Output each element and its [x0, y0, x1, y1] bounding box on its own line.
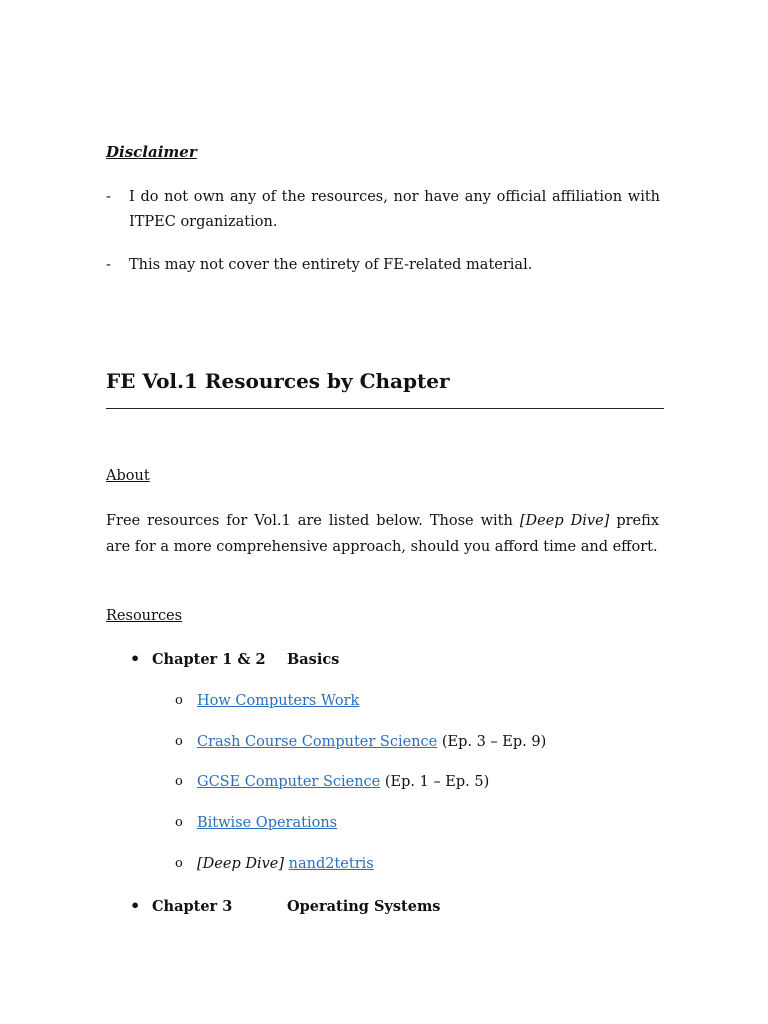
bullet-marker: • [130, 649, 141, 668]
disclaimer-item [106, 253, 660, 278]
resource-item-body [197, 856, 374, 872]
about-text-before: Free resources for Vol.1 are listed below. Those with [106, 513, 520, 529]
dash-marker: - [106, 189, 111, 205]
bullet-marker: • [130, 896, 141, 915]
about-text-italic: [Deep Dive] [519, 513, 610, 529]
chapter-number: Chapter 3 [152, 898, 233, 915]
resource-link[interactable]: nand2tetris [288, 856, 374, 872]
sub-bullet-marker: o [175, 693, 183, 708]
resource-link[interactable]: Crash Course Computer Science [197, 734, 438, 750]
about-label: About [106, 468, 150, 484]
disclaimer-title: Disclaimer [106, 143, 197, 161]
disclaimer-item-text: I do not own any of the resources, nor have any official affiliation with ITPEC organization. [129, 189, 660, 230]
disclaimer-item-text: This may not cover the entirety of FE-related material. [129, 257, 533, 273]
heading-divider [106, 408, 664, 409]
resource-link[interactable]: How Computers Work [197, 693, 360, 709]
sub-bullet-marker: o [175, 856, 183, 871]
resource-prefix: [Deep Dive] [197, 856, 289, 872]
resource-item-body [197, 734, 546, 750]
sub-bullet-marker: o [175, 774, 183, 789]
disclaimer-item [106, 185, 660, 235]
sub-bullet-marker: o [175, 734, 183, 749]
resource-suffix: (Ep. 1 – Ep. 5) [380, 774, 490, 790]
chapter-number: Chapter 1 & 2 [152, 651, 266, 668]
chapter-title: Operating Systems [287, 898, 441, 915]
resources-label: Resources [106, 608, 183, 624]
sub-bullet-marker: o [175, 815, 183, 830]
about-text-after: prefix are for a more comprehensive approach, should you afford time and effort. [106, 513, 659, 555]
resource-link[interactable]: Bitwise Operations [197, 815, 338, 831]
resource-item-body [197, 815, 337, 831]
dash-marker: - [106, 257, 111, 273]
resource-item-body [197, 774, 489, 790]
about-paragraph [106, 508, 659, 560]
section-heading: FE Vol.1 Resources by Chapter [106, 369, 450, 393]
resource-item-body [197, 693, 359, 709]
resource-link[interactable]: GCSE Computer Science [197, 774, 381, 790]
resource-suffix: (Ep. 3 – Ep. 9) [437, 734, 547, 750]
chapter-title: Basics [287, 651, 340, 668]
